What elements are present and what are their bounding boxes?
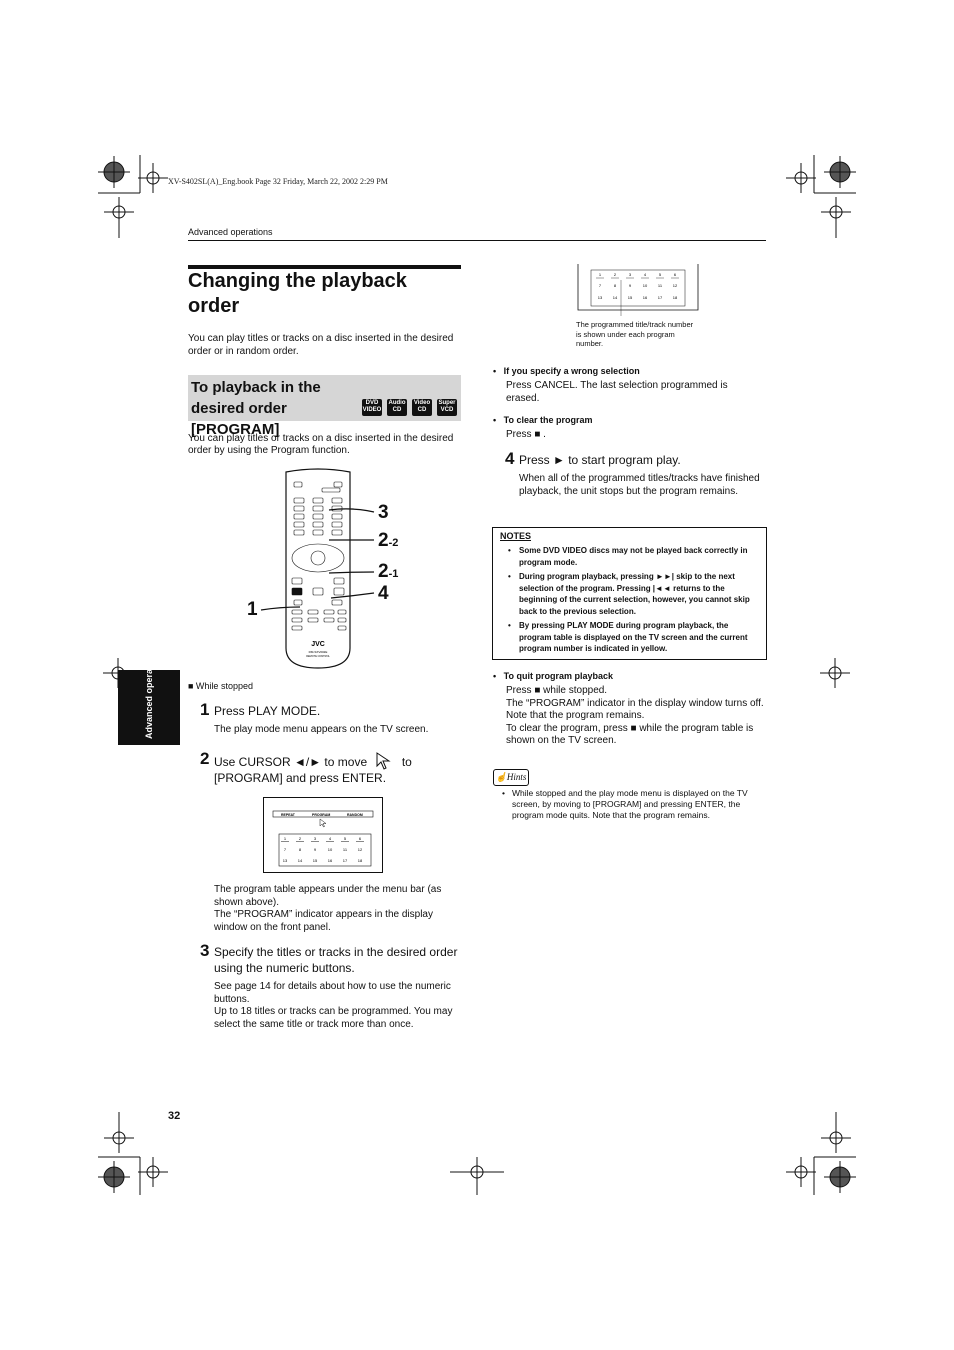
callout-2-1: 2-1 — [378, 561, 399, 582]
page-number: 32 — [168, 1110, 181, 1122]
remote-sub: REMOTE CONTROL — [306, 655, 330, 658]
wrong-selection-body: Press CANCEL. The last selection programmed is erased. — [506, 380, 728, 404]
small-screen-caption: The programmed title/track number is shown under each program number. — [576, 320, 694, 348]
step-4-body: When all of the programmed titles/tracks have finished playback, the unit stops but the program remains. — [519, 473, 760, 497]
section-description: You can play titles or tracks on a disc inserted in the desired order by using the Program function. — [188, 433, 454, 456]
program-slot: 2 — [613, 272, 617, 277]
step-3-body: See page 14 for details about how to use the numeric buttons. Up to 18 titles or tracks can be programmed. You may select the same title or track more than once. — [214, 981, 453, 1030]
while-stopped-label: ■ While stopped — [188, 681, 253, 691]
program-slot: 7 — [283, 847, 287, 852]
menu-program: PROGRAM — [312, 813, 331, 817]
program-slot: 14 — [612, 295, 618, 300]
quit-program-body: Press ■ while stopped. The “PROGRAM” indicator in the display window turns off. Note that the program remains. To clear the program, press ■ while the program table is shown on the TV screen. — [506, 685, 764, 746]
side-tab-label: Advanced operations — [143, 646, 154, 739]
page-title-line-2: order — [188, 295, 240, 317]
program-slot: 18 — [672, 295, 678, 300]
program-slot: 15 — [312, 858, 318, 863]
program-slot: 17 — [342, 858, 348, 863]
cursor-pointer-icon — [320, 819, 326, 827]
program-slot: 6 — [358, 836, 362, 841]
step-1-heading: Press PLAY MODE. — [214, 704, 321, 718]
program-slot: 11 — [342, 847, 348, 852]
callout-1: 1 — [247, 599, 258, 620]
program-slot: 17 — [657, 295, 663, 300]
step-2-body: The program table appears under the menu bar (as shown above). The “PROGRAM” indicator appears in the display window on the front panel. — [214, 884, 442, 933]
pointer-icon — [374, 752, 394, 770]
note-item: • By pressing PLAY MODE during program playback, the program table is displayed on the TV screen and the current program number is indicated in yellow. — [508, 621, 748, 653]
step-1-body: The play mode menu appears on the TV screen. — [214, 724, 429, 735]
section-title-line-1: To playback in the desired order — [191, 379, 321, 417]
remote-model: RM-SXV002E — [308, 650, 328, 654]
step-4-number: 4 — [505, 449, 515, 468]
program-slot: 11 — [657, 283, 663, 288]
clear-program-body: Press ■ . — [506, 429, 546, 440]
badge-video-cd: Video CD — [412, 399, 432, 416]
badge-dvd-video: DVD VIDEO — [362, 399, 382, 416]
program-slot: 13 — [597, 295, 603, 300]
callout-2-2: 2-2 — [378, 530, 399, 551]
program-table-small-diagram — [577, 264, 699, 316]
program-slot: 5 — [658, 272, 662, 277]
program-menu-diagram — [263, 797, 383, 873]
note-item: • During program playback, pressing ►►| skip to the next selection of the program. Pressing |◄◄ returns to the beginning of the current selection, however, you cannot skip back to the previous selection. — [508, 572, 750, 616]
notes-title: NOTES — [500, 531, 532, 541]
program-slot: 7 — [598, 283, 602, 288]
program-slot: 16 — [327, 858, 333, 863]
program-slot: 14 — [297, 858, 303, 863]
step-3-number: 3 — [200, 941, 210, 960]
program-slot: 4 — [643, 272, 647, 277]
section-title-line-2: [PROGRAM] — [191, 421, 280, 438]
program-slot: 1 — [598, 272, 602, 277]
page-title-line-1: Changing the playback — [188, 270, 407, 292]
program-slot: 16 — [642, 295, 648, 300]
program-slot: 4 — [328, 836, 332, 841]
program-slot: 3 — [628, 272, 632, 277]
program-slot: 2 — [298, 836, 302, 841]
program-slot: 18 — [357, 858, 363, 863]
program-slot: 12 — [672, 283, 678, 288]
program-slot: 3 — [313, 836, 317, 841]
intro-text: You can play titles or tracks on a disc inserted in the desired order or in random order. — [188, 333, 454, 357]
program-slot: 9 — [628, 283, 632, 288]
quit-program-heading: • To quit program playback — [493, 671, 614, 681]
step-3-heading: Specify the titles or tracks in the desired order using the numeric buttons. — [214, 945, 458, 975]
program-slot: 8 — [613, 283, 617, 288]
program-slot: 9 — [313, 847, 317, 852]
remote-brand: JVC — [311, 641, 325, 648]
program-slot: 10 — [642, 283, 648, 288]
hints-label: ☝Hints — [493, 769, 529, 786]
step-1-number: 1 — [200, 700, 210, 719]
step-2-heading: Use CURSOR ◄/► to move to [PROGRAM] and press ENTER. — [214, 752, 464, 786]
step-2-number: 2 — [200, 749, 210, 768]
program-slot: 5 — [343, 836, 347, 841]
menu-repeat: REPEAT — [281, 813, 295, 817]
running-header: Advanced operations — [188, 227, 273, 237]
menu-random: RANDOM — [347, 813, 363, 817]
note-item: • Some DVD VIDEO discs may not be played back correctly in program mode. — [508, 546, 748, 567]
hints-text: • While stopped and the play mode menu is displayed on the TV screen, by moving to [PROGRAM] and pressing ENTER, the program mode quits. Note that the program remains. — [502, 788, 748, 820]
notes-list — [508, 545, 760, 655]
wrong-selection-heading: • If you specify a wrong selection — [493, 366, 640, 376]
file-info: XV-S402SL(A)_Eng.book Page 32 Friday, March 22, 2002 2:29 PM — [168, 177, 388, 186]
program-slot: 6 — [673, 272, 677, 277]
program-slot: 12 — [357, 847, 363, 852]
badge-super-vcd: Super VCD — [437, 399, 457, 416]
clear-program-heading: • To clear the program — [493, 415, 593, 425]
program-slot: 10 — [327, 847, 333, 852]
program-slot: 8 — [298, 847, 302, 852]
program-slot: 1 — [283, 836, 287, 841]
callout-3: 3 — [378, 502, 389, 523]
program-slot: 15 — [627, 295, 633, 300]
program-slot: 13 — [282, 858, 288, 863]
callout-4: 4 — [378, 583, 389, 604]
badge-audio-cd: Audio CD — [387, 399, 407, 416]
hand-icon: ☝ — [495, 772, 507, 782]
step-4-heading: Press ► to start program play. — [519, 453, 681, 467]
